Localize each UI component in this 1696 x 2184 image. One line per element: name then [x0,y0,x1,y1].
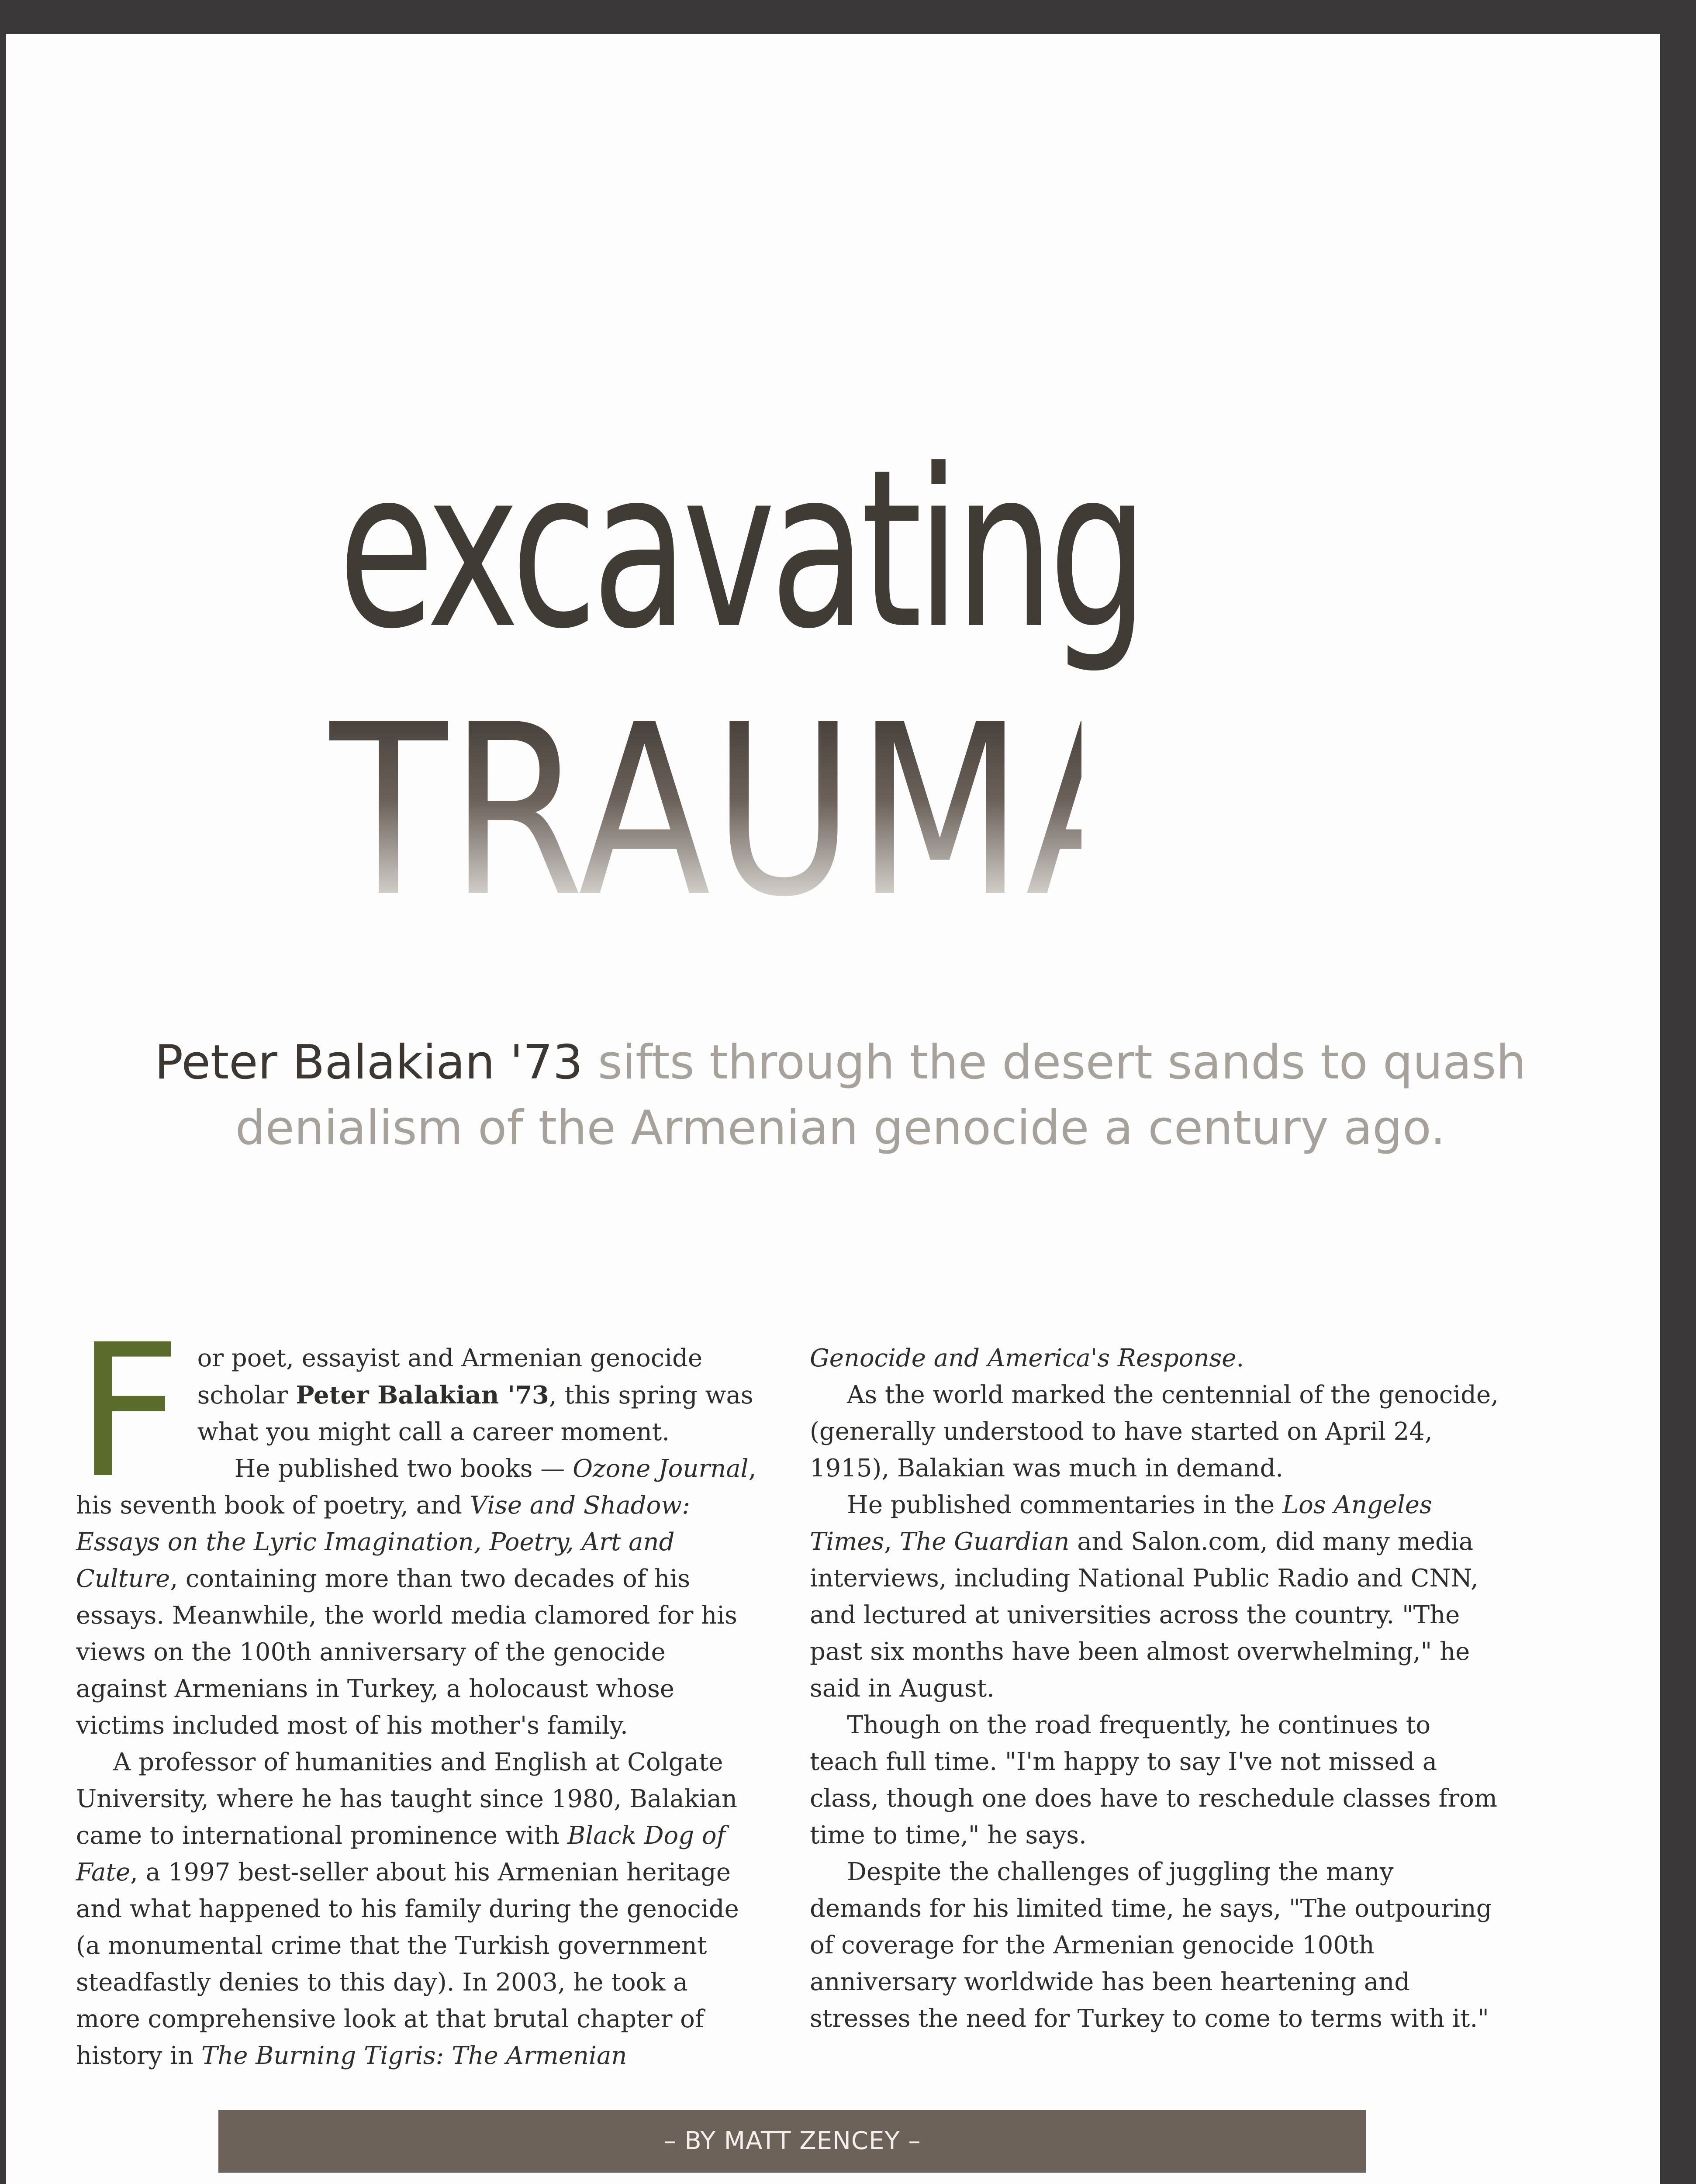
magazine-page [6,34,1660,2184]
text-run: , this spring was what you might call a career moment. [197,1381,753,1446]
deck-subtitle [120,1030,1561,1161]
text-run: , containing more than two decades of his essays. Meanwhile, the world media clamored for his views on the 100th anniversary of the genocide against Armenians in Turkey, a holocaust whose victims included most of his mother's family. [76,1565,737,1740]
article-column-left [76,1305,757,2074]
text-run: He published commentaries in the [847,1491,1282,1519]
subject-name: Peter Balakian '73 [296,1381,549,1410]
text-run: or poet, essayist and Armenian genocide scholar [197,1344,703,1410]
paragraph: Despite the challenges of juggling the many demands for his limited time, he says, "The outpouring of coverage for the Armenian genocide 100th anniversary worldwide has been heartening and stresses the need for Turkey to come to terms with it." [810,1858,1492,2033]
book-title: Black Dog of Fate [76,1821,726,1887]
headline-line-2: TRAUMA [329,674,1160,949]
deck-text: sifts through the desert sands to quash denialism of the Armenian genocide a century ago. [235,1035,1526,1155]
byline-bar: – BY MATT ZENCEY – [218,2110,1366,2173]
text-run: A professor of humanities and English at Colgate University, where he has taught since 1980, Balakian came to international prominence with [76,1748,737,1850]
publication-name: The Guardian [899,1527,1070,1556]
headline-line-1: excavating [338,422,1143,677]
drop-cap: F [76,1305,182,1519]
paragraph [76,1451,757,1744]
text-run: He published two books — [234,1455,573,1483]
paragraph: As the world marked the centennial of the genocide, (generally understood to have started on April 24, 1915), Balakian was much in demand. [810,1381,1499,1482]
article-column-right [810,1340,1500,2037]
text-run: . [1236,1344,1244,1372]
text-run: , [884,1527,900,1556]
book-title: Ozone Journal [573,1455,749,1483]
paragraph: Though on the road frequently, he continues to teach full time. "I'm happy to say I've not missed a class, though one does have to reschedule classes from time to time," he says. [810,1711,1497,1849]
paragraph [76,1744,757,2074]
text-run: , his seventh book of poetry, and [76,1455,756,1520]
text-run: , a 1997 best-seller about his Armenian heritage and what happened to his family during the genocide (a monumental crime that the Turkish government steadfastly denies to this day). In 2003, he took a more comprehensive look at that brutal chapter of history in [76,1858,739,2070]
paragraph [810,1340,1500,1377]
book-title: Genocide and America's Response [810,1344,1237,1372]
book-title: Vise and Shadow: Essays on the Lyric Imagination, Poetry, Art and Culture [76,1491,691,1593]
book-title: The Burning Tigris: The Armenian [201,2042,627,2070]
deck-subject-name: Peter Balakian '73 [155,1035,583,1090]
publication-name: Los Angeles Times [810,1491,1432,1556]
paragraph [810,1487,1500,1707]
text-run: and Salon.com, did many media interviews, including National Public Radio and CNN, and lectured at universities across the country. "The past six months have been almost overwhelming," he said in August. [810,1527,1478,1703]
